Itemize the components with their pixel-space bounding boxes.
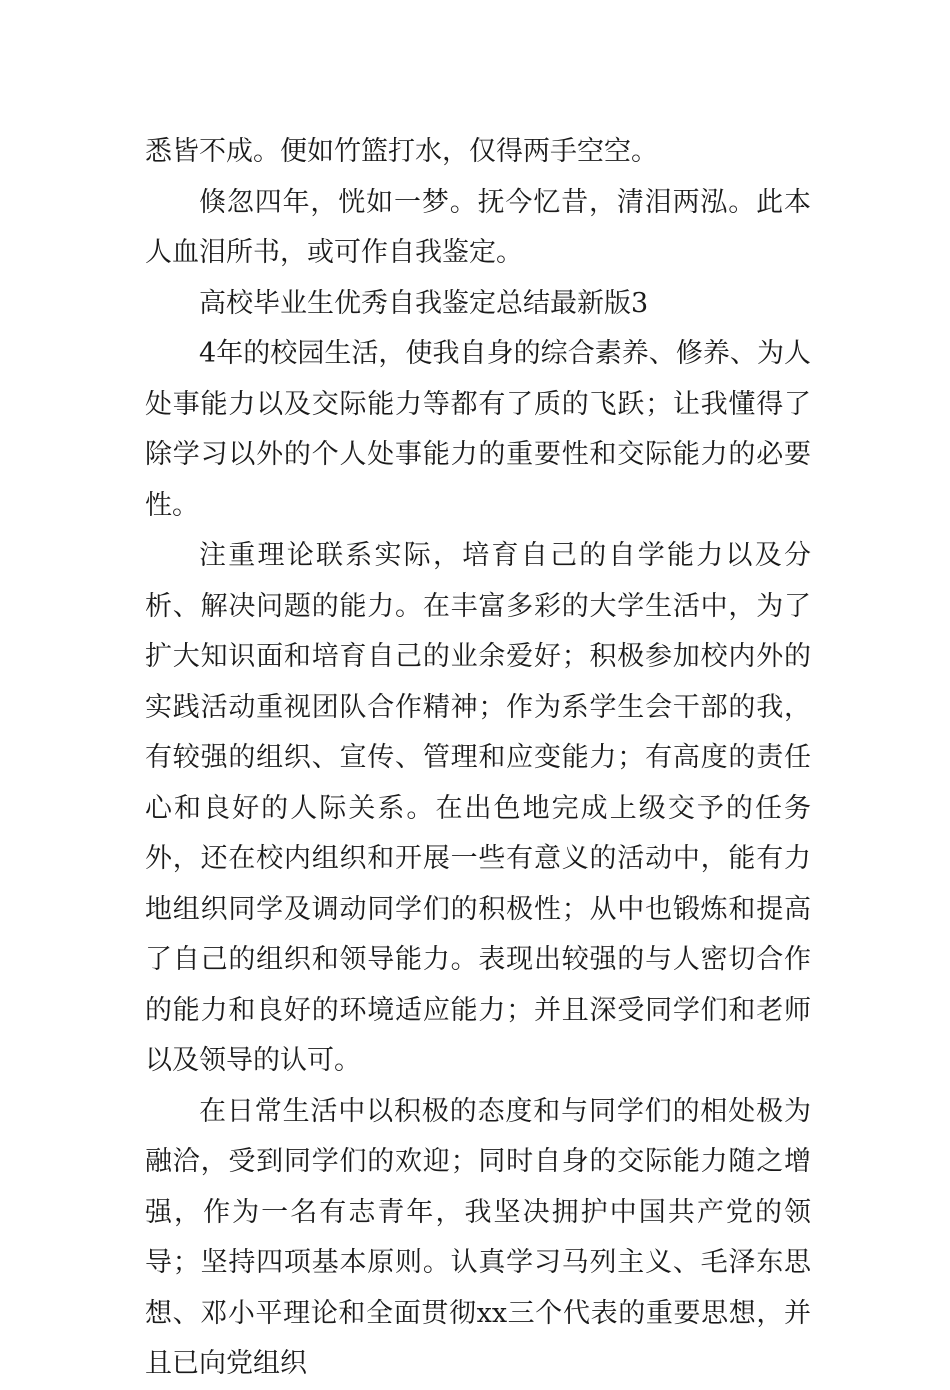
paragraph-campus-life: 4年的校园生活，使我自身的综合素养、修养、为人处事能力以及交际能力等都有了质的飞跃；让我懂得了除学习以外的个人处事能力的重要性和交际能力的必要性。 (145, 338, 811, 521)
section-heading: 高校毕业生优秀自我鉴定总结最新版3 (199, 287, 649, 319)
paragraph-abilities: 注重理论联系实际，培育自己的自学能力以及分析、解决问题的能力。在丰富多彩的大学生活中，为了扩大知识面和培育自己的业余爱好；积极参加校内外的实践活动重视团队合作精神；作为系学生会干部的我，有较强的组织、宣传、管理和应变能力；有高度的责任心和良好的人际关系。在出色地完成上级交予的任务外，还在校内组织和开展一些有意义的活动中，能有力地组织同学及调动同学们的积极性；从中也锻炼和提高了自己的组织和领导能力。表现出较强的与人密切合作的能力和良好的环境适应能力；并且深受同学们和老师以及领导的认可。 (145, 540, 811, 1076)
paragraph-daily-life: 在日常生活中以积极的态度和与同学们的相处极为融洽，受到同学们的欢迎；同时自身的交际能力随之增强，作为一名有志青年，我坚决拥护中国共产党的领导；坚持四项基本原则。认真学习马列主义、毛泽东思想、邓小平理论和全面贯彻xx三个代表的重要思想，并且已向党组织 (145, 1095, 811, 1379)
paragraph-reflection: 倏忽四年，恍如一梦。抚今忆昔，清泪两泓。此本人血泪所书，或可作自我鉴定。 (145, 186, 811, 268)
paragraph-continuation: 悉皆不成。便如竹篮打水，仅得两手空空。 (145, 136, 658, 167)
text-column (145, 127, 811, 1390)
